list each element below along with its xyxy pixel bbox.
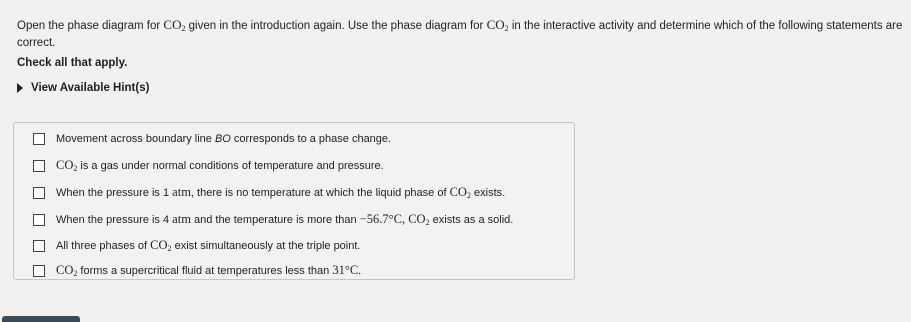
text-part: , there is no temperature at which the liquid phase of <box>190 187 450 199</box>
text-part: corresponds to a phase change. <box>230 133 392 145</box>
boundary-label: BO <box>214 133 231 145</box>
option-6[interactable] <box>33 263 361 278</box>
text-part: When the pressure is 1 <box>56 187 173 199</box>
submit-button-edge[interactable] <box>2 316 80 322</box>
formula-subscript: 2 <box>73 164 78 173</box>
co2-formula <box>163 17 185 32</box>
text-part: exist simultaneously at the triple point. <box>171 240 361 252</box>
text-part: forms a supercritical fluid at temperatures less than <box>77 265 333 277</box>
option-checkbox[interactable] <box>33 240 45 252</box>
text-part: Movement across boundary line <box>56 133 215 145</box>
text-part: is a gas under normal conditions of temperature and pressure. <box>77 160 384 172</box>
question-part: given in the introduction again. Use the phase diagram for <box>185 20 487 32</box>
formula-subscript: 2 <box>181 24 186 33</box>
option-text <box>56 133 391 145</box>
option-checkbox[interactable] <box>33 265 45 277</box>
option-5[interactable] <box>33 238 360 253</box>
formula-subscript: 2 <box>466 191 471 200</box>
formula-base: CO <box>486 17 505 32</box>
question-part: in the interactive activity and determine which of the following statements are correct. <box>17 20 903 49</box>
option-2[interactable] <box>33 158 384 173</box>
expand-triangle-icon <box>17 83 23 93</box>
text-part: When the pressure is 4 <box>56 214 173 226</box>
option-text <box>56 185 505 200</box>
formula-base: CO <box>163 17 182 32</box>
instruction-text: Check all that apply. <box>17 57 128 69</box>
text-part: exists. <box>470 187 506 199</box>
option-1[interactable] <box>33 133 391 145</box>
text-part: and the temperature is more than <box>190 214 360 226</box>
formula-base: CO <box>56 263 74 277</box>
option-text <box>56 238 360 253</box>
option-checkbox[interactable] <box>33 160 45 172</box>
formula-subscript: 2 <box>425 218 430 227</box>
text-part: All three phases of <box>56 240 151 252</box>
formula-base: CO <box>449 185 467 199</box>
text-part: exists as a solid. <box>429 214 514 226</box>
temperature: 31°C <box>332 263 359 277</box>
hint-label: View Available Hint(s) <box>31 82 150 94</box>
option-text <box>56 212 513 227</box>
option-checkbox[interactable] <box>33 187 45 199</box>
co2-formula <box>408 212 429 226</box>
question-text <box>17 18 905 50</box>
option-3[interactable] <box>33 185 505 200</box>
option-4[interactable] <box>33 212 513 227</box>
unit: atm <box>172 212 191 226</box>
option-text <box>56 158 384 173</box>
view-hints-toggle[interactable] <box>17 82 149 94</box>
co2-formula <box>450 185 471 199</box>
option-checkbox[interactable] <box>33 214 45 226</box>
unit: atm <box>172 185 191 199</box>
separator: , <box>401 212 409 226</box>
formula-base: CO <box>150 238 168 252</box>
formula-subscript: 2 <box>73 269 78 278</box>
formula-subscript: 2 <box>167 244 172 253</box>
question-part: Open the phase diagram for <box>17 20 164 32</box>
co2-formula <box>56 158 77 172</box>
formula-base: CO <box>56 158 74 172</box>
co2-formula <box>56 263 77 277</box>
text-part: . <box>358 265 362 277</box>
co2-formula <box>487 17 509 32</box>
formula-base: CO <box>408 212 426 226</box>
option-text <box>56 263 361 278</box>
answer-options <box>13 122 575 280</box>
co2-formula <box>150 238 171 252</box>
formula-subscript: 2 <box>504 24 509 33</box>
option-checkbox[interactable] <box>33 133 45 145</box>
temperature: −56.7°C <box>359 212 402 226</box>
